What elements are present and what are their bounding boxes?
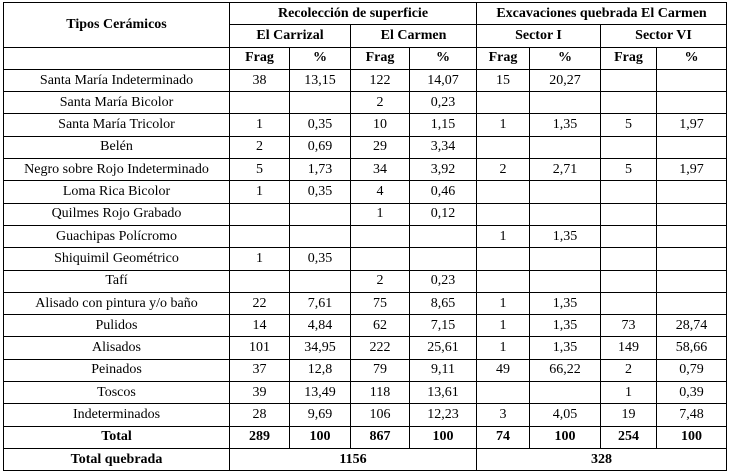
sector-vi-frag: [601, 92, 657, 114]
sector-vi-frag: [601, 203, 657, 225]
carrizal-frag: 101: [230, 337, 290, 359]
carrizal-frag: 5: [230, 159, 290, 181]
sector-i-frag: 15: [477, 69, 530, 91]
total-sector-vi-pct: 100: [657, 426, 727, 448]
carmen-pct: 14,07: [410, 69, 477, 91]
sector-vi-frag: [601, 270, 657, 292]
row-name: Indeterminados: [4, 404, 230, 426]
header-el-carmen: El Carmen: [351, 25, 477, 47]
total-carmen-pct: 100: [410, 426, 477, 448]
sector-vi-pct: 7,48: [657, 404, 727, 426]
carmen-pct: 0,23: [410, 270, 477, 292]
row-name: Guachipas Polícromo: [4, 225, 230, 247]
carmen-frag: 62: [351, 315, 410, 337]
total-carmen-frag: 867: [351, 426, 410, 448]
carrizal-pct: 34,95: [290, 337, 351, 359]
carrizal-frag: [230, 270, 290, 292]
carmen-frag: 29: [351, 136, 410, 158]
carmen-pct: 1,15: [410, 114, 477, 136]
carmen-pct: [410, 225, 477, 247]
row-name: Quilmes Rojo Grabado: [4, 203, 230, 225]
header-pct: %: [410, 47, 477, 69]
sector-vi-pct: [657, 136, 727, 158]
table-row: [4, 136, 727, 158]
row-name: Alisados: [4, 337, 230, 359]
sector-i-pct: [530, 136, 601, 158]
total-quebrada-label: Total quebrada: [4, 448, 230, 470]
carmen-frag: 106: [351, 404, 410, 426]
carrizal-frag: 1: [230, 114, 290, 136]
header-frag: Frag: [230, 47, 290, 69]
sector-vi-frag: [601, 69, 657, 91]
sector-i-pct: [530, 203, 601, 225]
sector-vi-pct: [657, 203, 727, 225]
carmen-frag: 75: [351, 292, 410, 314]
sector-i-pct: 1,35: [530, 315, 601, 337]
table-row: [4, 203, 727, 225]
header-blank: [4, 47, 230, 69]
carrizal-frag: 1: [230, 181, 290, 203]
carmen-pct: 12,23: [410, 404, 477, 426]
carrizal-frag: 14: [230, 315, 290, 337]
total-sector-i-frag: 74: [477, 426, 530, 448]
sector-vi-frag: [601, 292, 657, 314]
carmen-pct: 7,15: [410, 315, 477, 337]
header-excavaciones: Excavaciones quebrada El Carmen: [477, 3, 727, 25]
carrizal-frag: 37: [230, 359, 290, 381]
sector-vi-frag: [601, 181, 657, 203]
sector-i-pct: 1,35: [530, 225, 601, 247]
sector-i-pct: 1,35: [530, 114, 601, 136]
header-sector-i: Sector I: [477, 25, 601, 47]
carmen-pct: 0,23: [410, 92, 477, 114]
carrizal-pct: 0,35: [290, 181, 351, 203]
sector-vi-frag: [601, 248, 657, 270]
table-row: [4, 315, 727, 337]
carrizal-pct: [290, 92, 351, 114]
sector-i-frag: 1: [477, 337, 530, 359]
carrizal-pct: 1,73: [290, 159, 351, 181]
carrizal-pct: 0,69: [290, 136, 351, 158]
header-frag: Frag: [351, 47, 410, 69]
carmen-frag: 1: [351, 203, 410, 225]
header-frag: Frag: [477, 47, 530, 69]
sector-i-frag: [477, 382, 530, 404]
total-label: Total: [4, 426, 230, 448]
carrizal-pct: 0,35: [290, 114, 351, 136]
table-row: [4, 159, 727, 181]
sector-vi-pct: [657, 270, 727, 292]
row-name: Tafí: [4, 270, 230, 292]
carmen-frag: 118: [351, 382, 410, 404]
sector-i-pct: [530, 270, 601, 292]
sector-i-pct: [530, 181, 601, 203]
row-name: Loma Rica Bicolor: [4, 181, 230, 203]
header-recoleccion: Recolección de superficie: [230, 3, 477, 25]
header-pct: %: [290, 47, 351, 69]
carmen-pct: [410, 248, 477, 270]
total-carrizal-pct: 100: [290, 426, 351, 448]
sector-vi-frag: 5: [601, 114, 657, 136]
total-quebrada-excavaciones: 328: [477, 448, 727, 470]
table-row: [4, 382, 727, 404]
carrizal-pct: 4,84: [290, 315, 351, 337]
carmen-frag: [351, 225, 410, 247]
sector-i-pct: 66,22: [530, 359, 601, 381]
carrizal-frag: [230, 225, 290, 247]
total-row: [4, 426, 727, 448]
sector-vi-pct: 28,74: [657, 315, 727, 337]
sector-vi-frag: 1: [601, 382, 657, 404]
sector-i-frag: 49: [477, 359, 530, 381]
sector-vi-frag: 73: [601, 315, 657, 337]
total-quebrada-recoleccion: 1156: [230, 448, 477, 470]
carmen-pct: 8,65: [410, 292, 477, 314]
carrizal-pct: 7,61: [290, 292, 351, 314]
carmen-frag: 10: [351, 114, 410, 136]
table-row: [4, 292, 727, 314]
sector-i-pct: [530, 382, 601, 404]
row-name: Shiquimil Geométrico: [4, 248, 230, 270]
row-name: Santa María Indeterminado: [4, 69, 230, 91]
table-row: [4, 114, 727, 136]
total-quebrada-row: [4, 448, 727, 470]
sector-vi-frag: [601, 136, 657, 158]
sector-vi-pct: [657, 181, 727, 203]
carrizal-pct: 13,49: [290, 382, 351, 404]
table-row: [4, 270, 727, 292]
sector-i-pct: 20,27: [530, 69, 601, 91]
carrizal-frag: 2: [230, 136, 290, 158]
sector-i-frag: [477, 270, 530, 292]
sector-vi-pct: [657, 92, 727, 114]
carmen-pct: 13,61: [410, 382, 477, 404]
carmen-frag: 34: [351, 159, 410, 181]
sector-vi-pct: 0,39: [657, 382, 727, 404]
sector-vi-frag: 149: [601, 337, 657, 359]
sector-i-pct: [530, 248, 601, 270]
carrizal-frag: 22: [230, 292, 290, 314]
header-frag: Frag: [601, 47, 657, 69]
table-row: [4, 404, 727, 426]
sector-vi-frag: 2: [601, 359, 657, 381]
sector-i-pct: 1,35: [530, 337, 601, 359]
carmen-frag: 2: [351, 270, 410, 292]
ceramic-types-table: [3, 2, 727, 471]
carmen-frag: 222: [351, 337, 410, 359]
sector-vi-pct: 58,66: [657, 337, 727, 359]
carrizal-pct: [290, 270, 351, 292]
sector-i-frag: [477, 92, 530, 114]
sector-i-frag: 1: [477, 225, 530, 247]
carmen-pct: 3,92: [410, 159, 477, 181]
sector-vi-frag: [601, 225, 657, 247]
sector-vi-pct: [657, 225, 727, 247]
carmen-pct: 0,12: [410, 203, 477, 225]
table-row: [4, 181, 727, 203]
carrizal-frag: 38: [230, 69, 290, 91]
sector-i-pct: 1,35: [530, 292, 601, 314]
table-row: [4, 92, 727, 114]
carmen-pct: 3,34: [410, 136, 477, 158]
row-name: Peinados: [4, 359, 230, 381]
carrizal-pct: 9,69: [290, 404, 351, 426]
sector-i-pct: [530, 92, 601, 114]
carrizal-pct: 13,15: [290, 69, 351, 91]
table-row: [4, 69, 727, 91]
sector-vi-frag: 5: [601, 159, 657, 181]
header-el-carrizal: El Carrizal: [230, 25, 351, 47]
row-name: Belén: [4, 136, 230, 158]
row-name: Toscos: [4, 382, 230, 404]
carrizal-pct: [290, 225, 351, 247]
carmen-pct: 0,46: [410, 181, 477, 203]
carrizal-frag: [230, 203, 290, 225]
row-name: Alisado con pintura y/o baño: [4, 292, 230, 314]
total-carrizal-frag: 289: [230, 426, 290, 448]
sector-vi-pct: 1,97: [657, 114, 727, 136]
sector-i-frag: 1: [477, 292, 530, 314]
table-row: [4, 225, 727, 247]
sector-i-frag: 2: [477, 159, 530, 181]
carrizal-frag: 1: [230, 248, 290, 270]
header-pct: %: [657, 47, 727, 69]
sector-i-frag: 3: [477, 404, 530, 426]
carmen-pct: 9,11: [410, 359, 477, 381]
sector-vi-pct: [657, 69, 727, 91]
table-row: [4, 248, 727, 270]
carrizal-pct: 0,35: [290, 248, 351, 270]
row-name: Santa María Tricolor: [4, 114, 230, 136]
sector-i-pct: 4,05: [530, 404, 601, 426]
carrizal-frag: 28: [230, 404, 290, 426]
sector-i-frag: [477, 248, 530, 270]
row-name: Negro sobre Rojo Indeterminado: [4, 159, 230, 181]
sector-i-frag: 1: [477, 315, 530, 337]
carrizal-pct: [290, 203, 351, 225]
sector-i-pct: 2,71: [530, 159, 601, 181]
sector-vi-pct: 1,97: [657, 159, 727, 181]
sector-i-frag: [477, 136, 530, 158]
sector-i-frag: 1: [477, 114, 530, 136]
carmen-frag: [351, 248, 410, 270]
row-name: Santa María Bicolor: [4, 92, 230, 114]
sector-vi-pct: 0,79: [657, 359, 727, 381]
carmen-frag: 122: [351, 69, 410, 91]
carmen-frag: 2: [351, 92, 410, 114]
header-pct: %: [530, 47, 601, 69]
sector-i-frag: [477, 181, 530, 203]
table-row: [4, 337, 727, 359]
header-sector-vi: Sector VI: [601, 25, 727, 47]
sector-vi-frag: 19: [601, 404, 657, 426]
carrizal-pct: 12,8: [290, 359, 351, 381]
table-body: [4, 69, 727, 426]
sector-i-frag: [477, 203, 530, 225]
sector-vi-pct: [657, 292, 727, 314]
carmen-frag: 4: [351, 181, 410, 203]
carmen-frag: 79: [351, 359, 410, 381]
total-sector-i-pct: 100: [530, 426, 601, 448]
header-tipos-ceramicos: Tipos Cerámicos: [4, 3, 230, 48]
carrizal-frag: [230, 92, 290, 114]
sector-vi-pct: [657, 248, 727, 270]
row-name: Pulidos: [4, 315, 230, 337]
carrizal-frag: 39: [230, 382, 290, 404]
carmen-pct: 25,61: [410, 337, 477, 359]
total-sector-vi-frag: 254: [601, 426, 657, 448]
table-row: [4, 359, 727, 381]
